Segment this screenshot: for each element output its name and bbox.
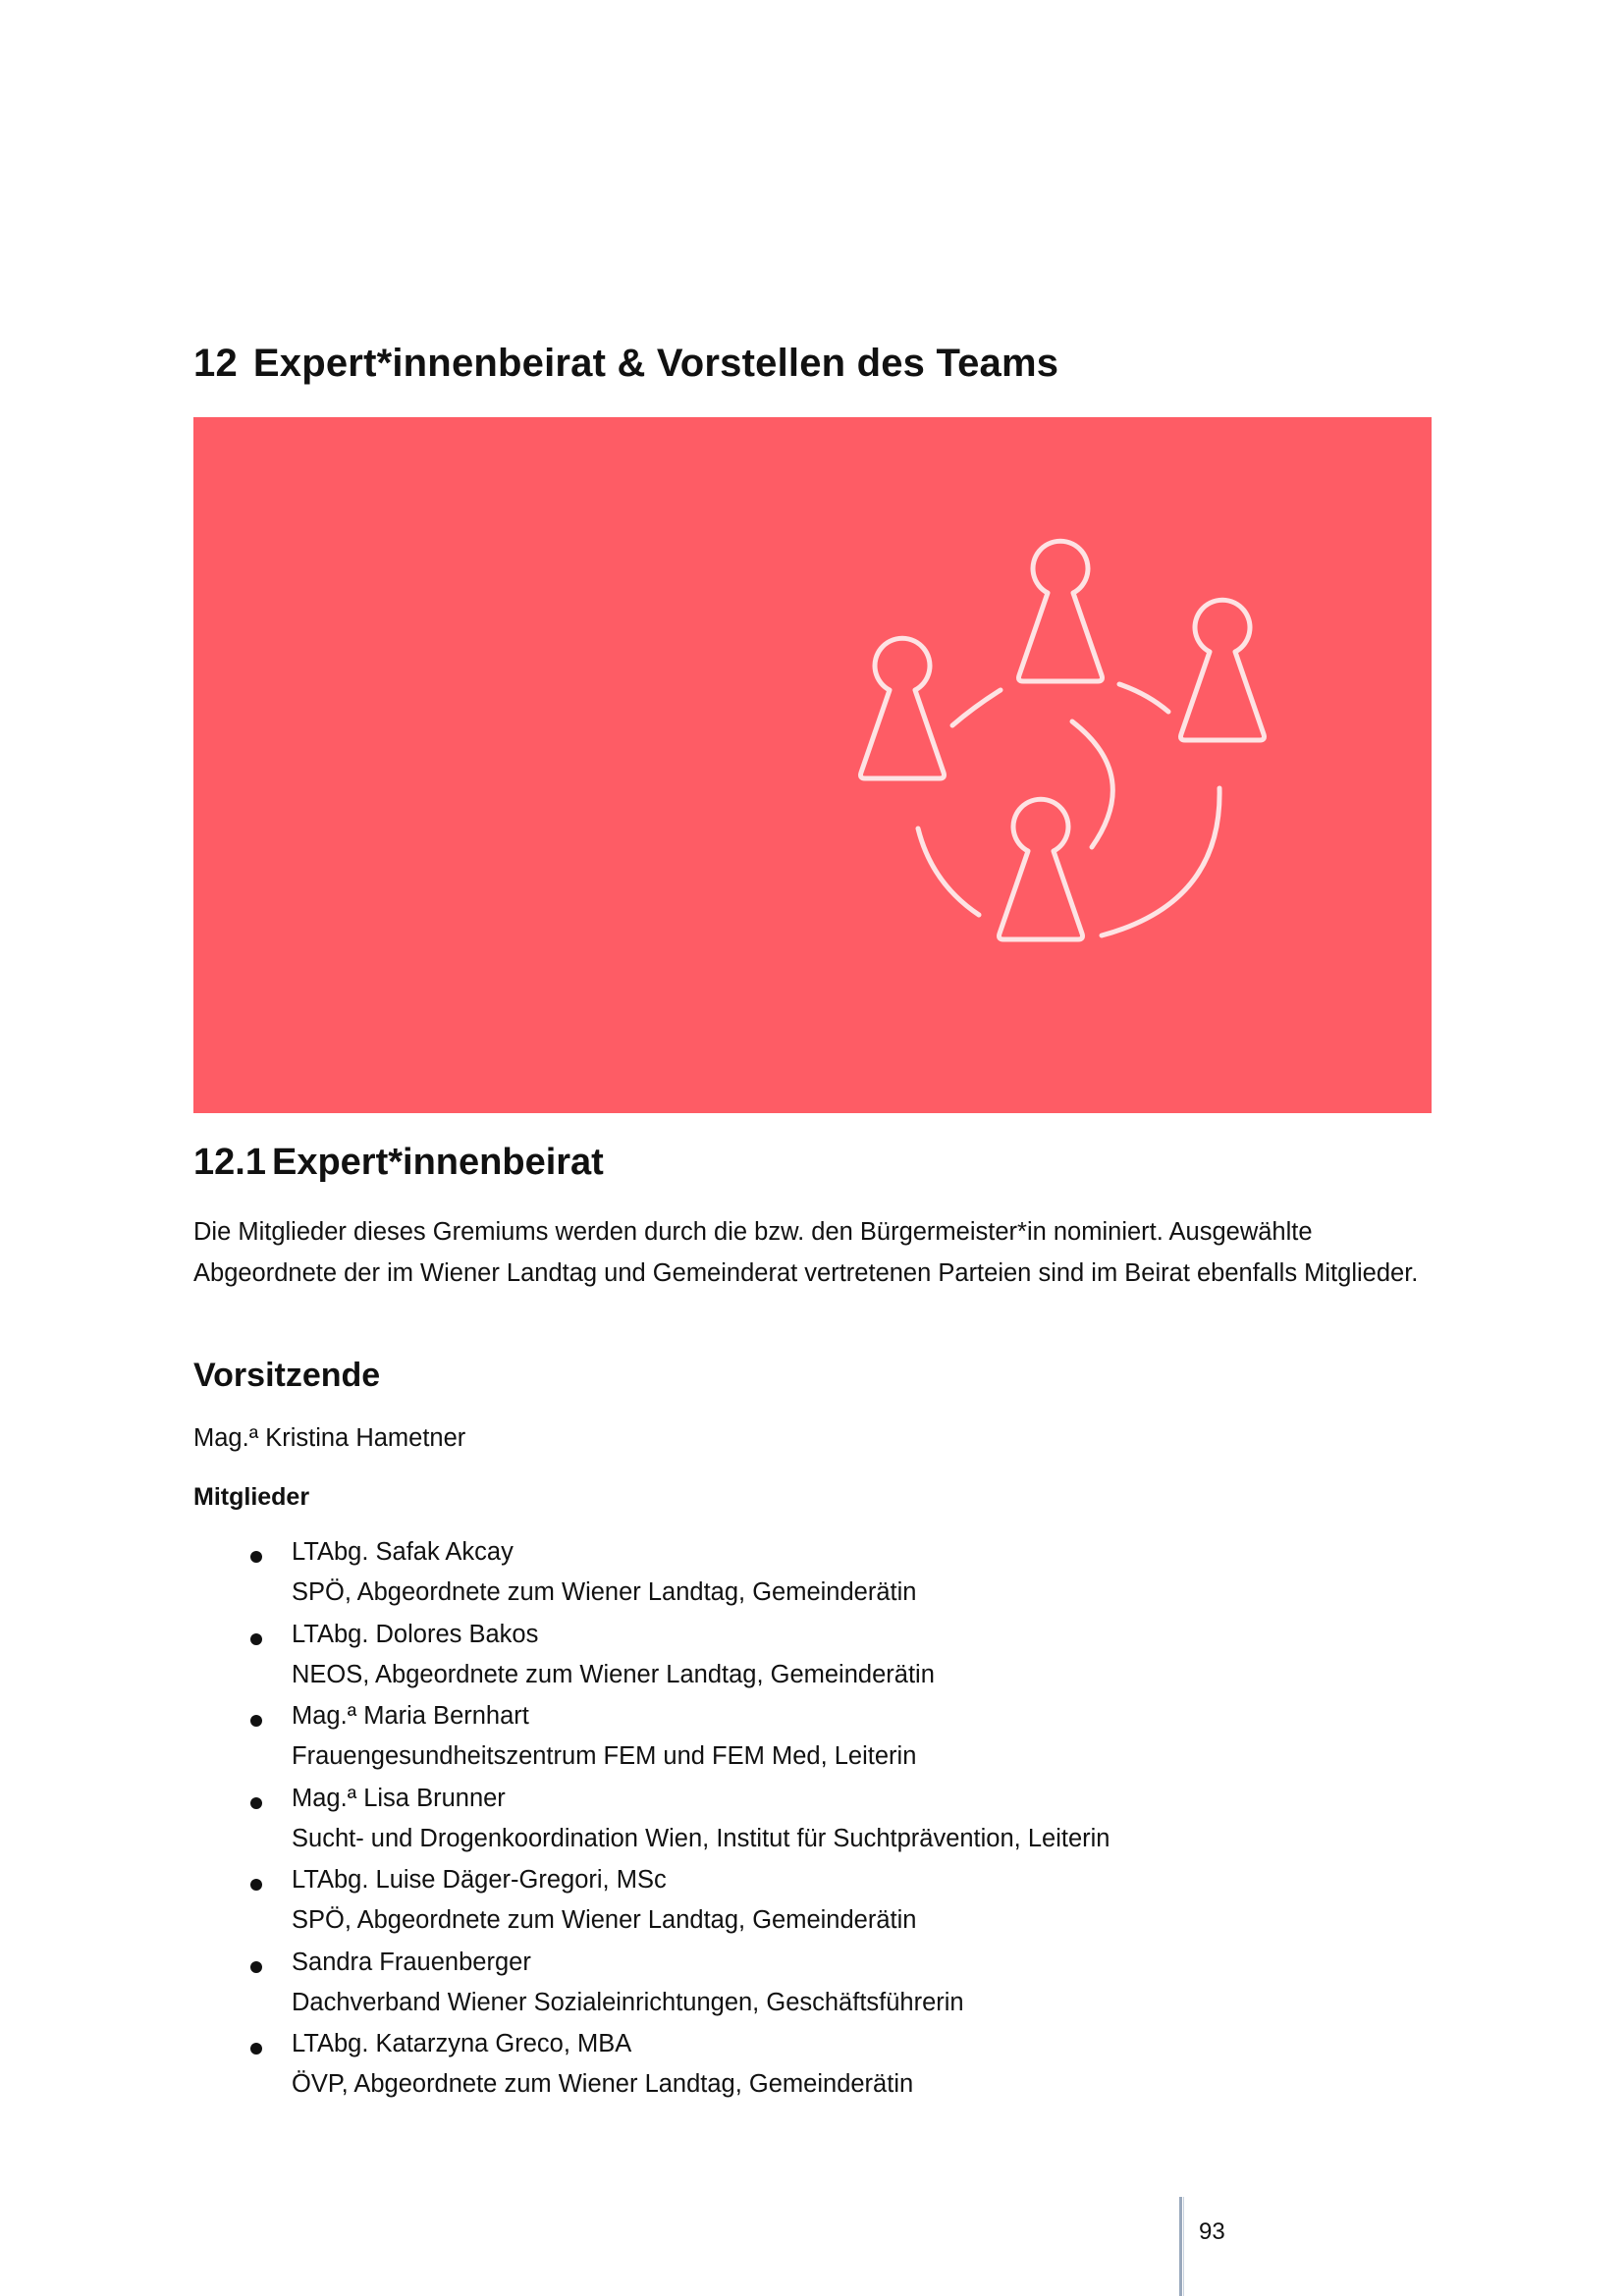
bullet-icon: [250, 2043, 262, 2055]
member-role: SPÖ, Abgeordnete zum Wiener Landtag, Gemeinderätin: [292, 1906, 917, 1934]
section-title: Expert*innenbeirat: [271, 1142, 604, 1183]
chair-name: Mag.ª Kristina Hametner: [193, 1424, 466, 1452]
chapter-banner-image: [193, 417, 1432, 1113]
bullet-icon: [250, 1633, 262, 1645]
member-role: ÖVP, Abgeordnete zum Wiener Landtag, Gemeinderätin: [292, 2070, 914, 2098]
section-intro-paragraph: Die Mitglieder dieses Gremiums werden durch die bzw. den Bürgermeister*in nominiert. Ausgewählte Abgeordnete der im Wiener Landtag und Gemeinderat vertretenen Parteien sind im Beirat ebenfalls Mitglieder.: [193, 1218, 1419, 1287]
bullet-icon: [250, 1715, 262, 1727]
bullet-icon: [250, 1551, 262, 1563]
list-item: [0, 1785, 1624, 1867]
list-item: [0, 1866, 1624, 1949]
member-role: NEOS, Abgeordnete zum Wiener Landtag, Gemeinderätin: [292, 1660, 935, 1688]
footer-divider-shadow: [1183, 2197, 1184, 2296]
member-role: SPÖ, Abgeordnete zum Wiener Landtag, Gemeinderätin: [292, 1578, 917, 1606]
pawn-top: [1019, 541, 1103, 681]
list-item: [0, 1621, 1624, 1703]
list-item: [0, 2030, 1624, 2112]
footer-divider: [1179, 2197, 1182, 2296]
member-name: LTAbg. Katarzyna Greco, MBA: [292, 2030, 632, 2057]
people-network-icon: [193, 417, 1432, 1113]
member-name: Sandra Frauenberger: [292, 1948, 531, 1976]
bullet-icon: [250, 1961, 262, 1973]
member-name: LTAbg. Dolores Bakos: [292, 1620, 539, 1648]
pawn-left: [861, 638, 945, 778]
member-role: Frauengesundheitszentrum FEM und FEM Med, Leiterin: [292, 1742, 917, 1770]
member-name: Mag.ª Maria Bernhart: [292, 1702, 529, 1730]
member-name: LTAbg. Safak Akcay: [292, 1538, 514, 1566]
members-heading: Mitglieder: [193, 1483, 310, 1511]
list-item: [0, 1702, 1624, 1785]
chapter-number: 12: [193, 342, 238, 385]
member-role: Sucht- und Drogenkoordination Wien, Institut für Suchtprävention, Leiterin: [292, 1824, 1110, 1852]
member-name: LTAbg. Luise Däger-Gregori, MSc: [292, 1866, 667, 1894]
chair-heading: Vorsitzende: [193, 1357, 381, 1394]
list-item: [0, 1949, 1624, 2031]
member-role: Dachverband Wiener Sozialeinrichtungen, Geschäftsführerin: [292, 1988, 964, 2016]
chapter-title: Expert*innenbeirat & Vorstellen des Teams: [252, 342, 1059, 385]
members-list: [0, 1538, 1624, 2112]
page-number: 93: [1199, 2218, 1225, 2245]
section-number: 12.1: [193, 1142, 266, 1183]
member-name: Mag.ª Lisa Brunner: [292, 1784, 506, 1812]
pawn-right: [1181, 600, 1265, 740]
list-item: [0, 1538, 1624, 1621]
bullet-icon: [250, 1797, 262, 1809]
chapter-heading: [193, 342, 1058, 386]
pawn-bottom: [1000, 799, 1083, 939]
bullet-icon: [250, 1879, 262, 1891]
section-heading: [193, 1142, 604, 1184]
